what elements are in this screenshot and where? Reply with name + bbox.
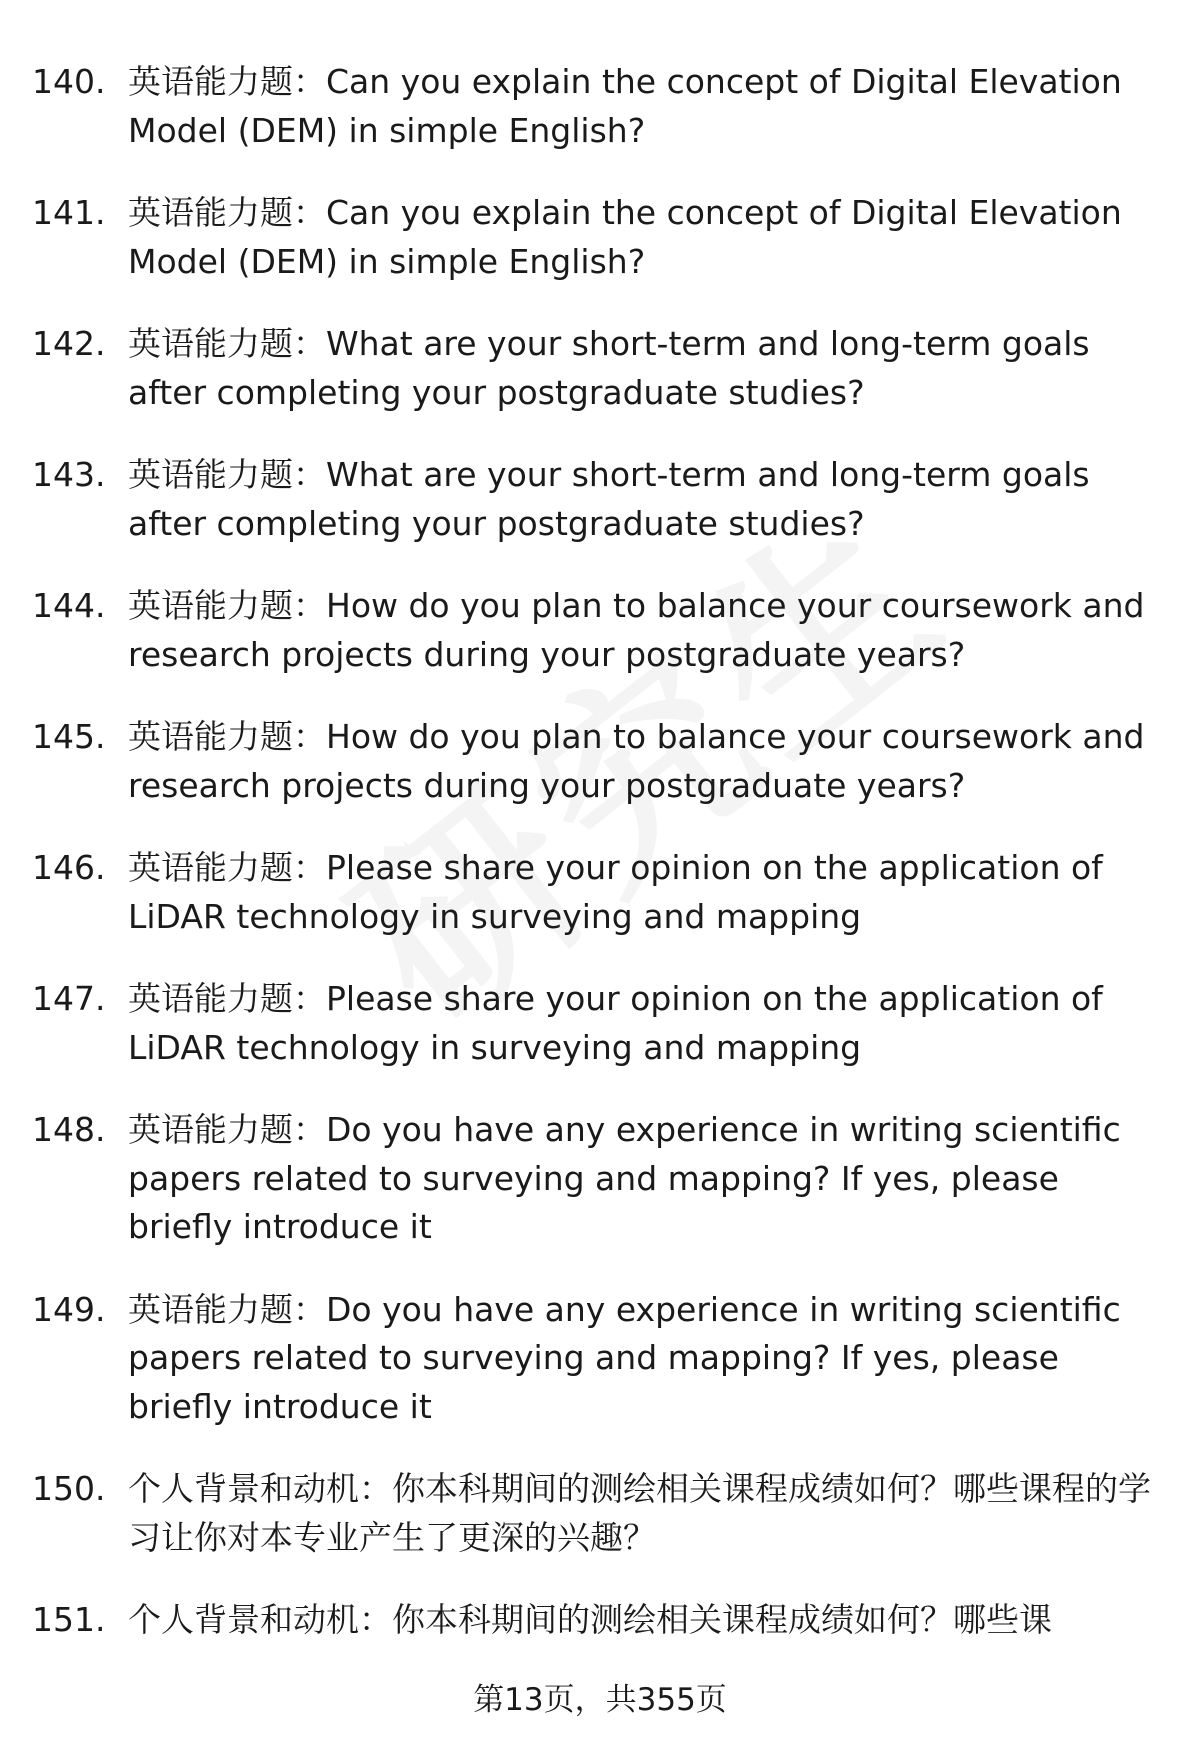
question-text: 个人背景和动机：你本科期间的测绘相关课程成绩如何？哪些课 bbox=[128, 1600, 1052, 1639]
question-number: 145. bbox=[32, 717, 106, 756]
list-item bbox=[0, 1465, 1200, 1562]
question-text: 英语能力题：Do you have any experience in writing scientific papers related to surveying and mapping? If yes, please briefly introduce it bbox=[128, 1289, 1121, 1426]
question-number: 141. bbox=[32, 193, 106, 232]
question-number: 148. bbox=[32, 1110, 106, 1149]
question-text: 英语能力题：Please share your opinion on the application of LiDAR technology in surveying and mapping bbox=[128, 979, 1103, 1067]
list-item bbox=[0, 189, 1200, 286]
question-number: 143. bbox=[32, 455, 106, 494]
list-item bbox=[0, 713, 1200, 810]
question-number: 142. bbox=[32, 324, 106, 363]
question-text: 英语能力题：Can you explain the concept of Digital Elevation Model (DEM) in simple English? bbox=[128, 193, 1122, 281]
question-number: 151. bbox=[32, 1600, 106, 1639]
list-item bbox=[0, 451, 1200, 548]
question-text: 英语能力题：Do you have any experience in writing scientific papers related to surveying and mapping? If yes, please briefly introduce it bbox=[128, 1110, 1121, 1246]
question-text: 英语能力题：Please share your opinion on the application of LiDAR technology in surveying and mapping bbox=[128, 848, 1103, 936]
list-item bbox=[0, 582, 1200, 679]
list-item bbox=[0, 1106, 1200, 1252]
question-text: 英语能力题：How do you plan to balance your coursework and research projects during your postgraduate years? bbox=[128, 586, 1145, 674]
list-item bbox=[0, 320, 1200, 417]
list-item bbox=[0, 58, 1200, 155]
question-number: 146. bbox=[32, 848, 106, 887]
question-number: 144. bbox=[32, 586, 106, 625]
question-text: 英语能力题：Can you explain the concept of Digital Elevation Model (DEM) in simple English? bbox=[128, 62, 1122, 150]
question-list bbox=[0, 58, 1200, 1679]
page-footer: 第13页，共355页 bbox=[473, 1682, 727, 1718]
question-number: 150. bbox=[32, 1469, 106, 1508]
list-item bbox=[0, 975, 1200, 1072]
question-text: 英语能力题：What are your short-term and long-term goals after completing your postgraduate studies? bbox=[128, 324, 1090, 412]
question-text: 英语能力题：What are your short-term and long-term goals after completing your postgraduate studies? bbox=[128, 455, 1090, 543]
question-text: 英语能力题：How do you plan to balance your coursework and research projects during your postgraduate years? bbox=[128, 717, 1145, 805]
question-number: 147. bbox=[32, 979, 106, 1018]
question-number: 149. bbox=[32, 1289, 106, 1329]
list-item bbox=[0, 844, 1200, 941]
list-item bbox=[0, 1286, 1200, 1432]
question-number: 140. bbox=[32, 62, 106, 101]
question-text: 个人背景和动机：你本科期间的测绘相关课程成绩如何？哪些课程的学习让你对本专业产生了更深的兴趣？ bbox=[128, 1469, 1151, 1557]
list-item bbox=[0, 1596, 1200, 1645]
